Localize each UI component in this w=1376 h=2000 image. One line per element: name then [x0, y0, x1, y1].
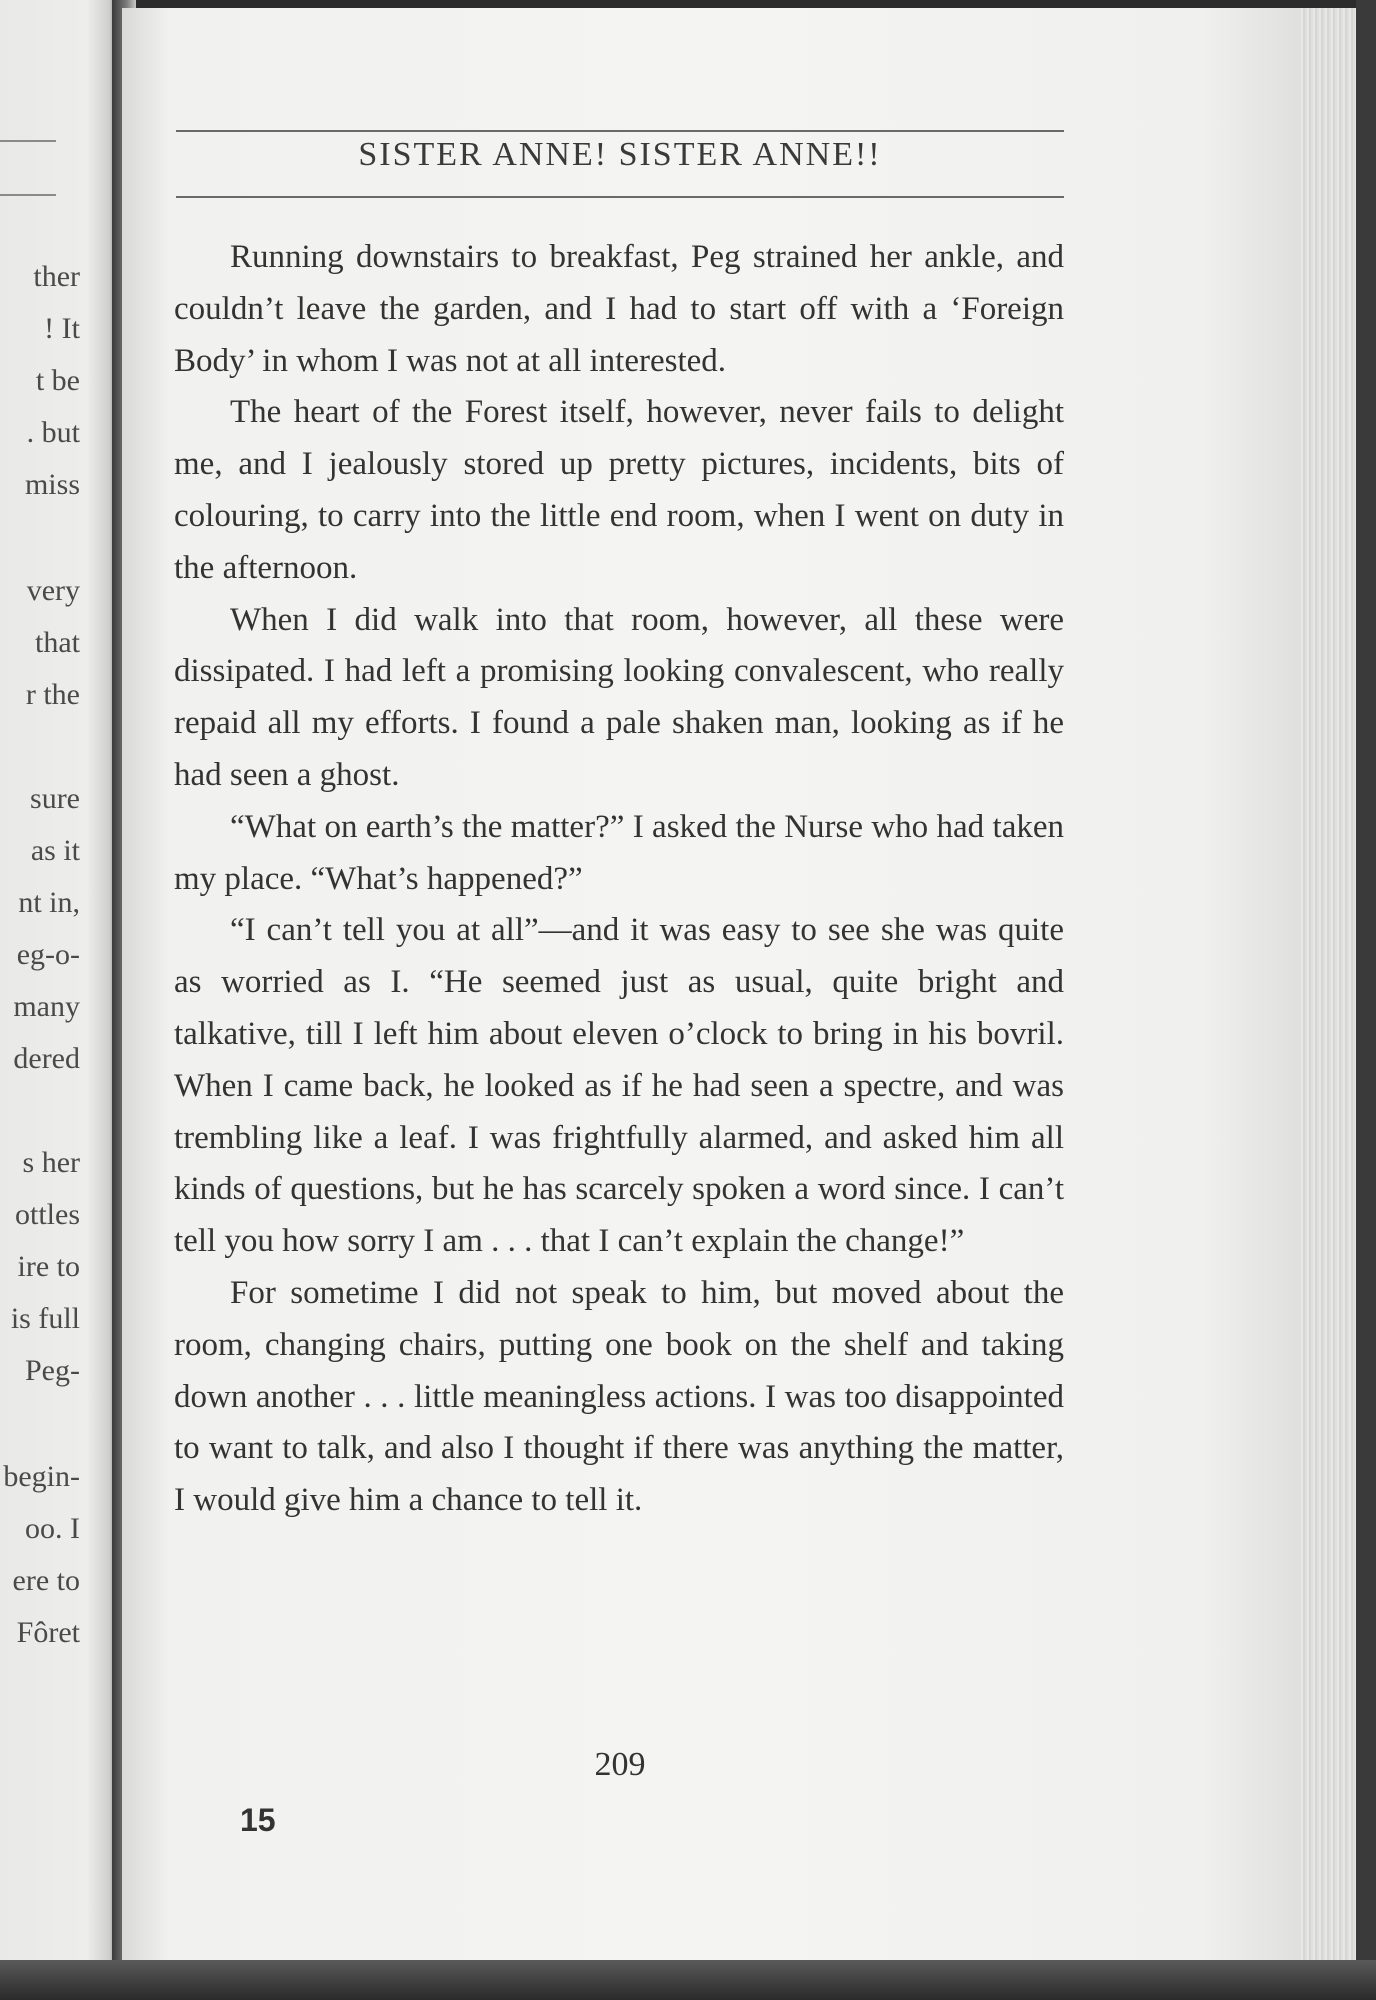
header-rule-bottom	[176, 196, 1064, 198]
left-page-line: is full	[10, 1302, 80, 1335]
left-page-line: that	[35, 626, 80, 659]
left-page-line: . but	[26, 416, 80, 449]
left-page-line: ottles	[15, 1198, 80, 1231]
body-text	[174, 232, 1064, 1527]
signature-mark: 15	[240, 1802, 276, 1838]
left-page-line: sure	[30, 782, 80, 815]
running-head: SISTER ANNE! SISTER ANNE!!	[358, 136, 882, 173]
left-page-line: many	[13, 990, 80, 1023]
left-page-line: begin-	[3, 1460, 80, 1493]
left-page-line: Peg-	[25, 1354, 80, 1387]
edge-shadow	[1356, 0, 1376, 2000]
bottom-shadow	[0, 1960, 1376, 2000]
paragraph: Running downstairs to breakfast, Peg strained her ankle, and couldn’t leave the garden, and I had to start off with a ‘Foreign Body’ in whom I was not at all interested.	[174, 239, 1064, 379]
header-rule-top	[176, 130, 1064, 132]
left-page-line: dered	[13, 1042, 80, 1075]
left-page-rule	[0, 194, 56, 196]
left-page-rule	[0, 140, 56, 142]
left-page-line: s her	[22, 1146, 80, 1179]
left-page-line: ere to	[12, 1564, 80, 1597]
left-page-line: eg-o-	[16, 938, 80, 971]
left-page-line: ire to	[17, 1250, 80, 1283]
left-page-line: oo. I	[25, 1512, 80, 1545]
paragraph: The heart of the Forest itself, however, never fails to delight me, and I jealously stored up pretty pictures, incidents, bits of colouring, to carry into the little end room, when I went on duty in the afternoon.	[174, 394, 1064, 586]
left-page-line: as it	[30, 834, 80, 867]
left-page-line: r the	[25, 678, 80, 711]
left-page-line: very	[26, 574, 80, 607]
left-page-line: ! It	[44, 312, 80, 345]
paragraph: “What on earth’s the matter?” I asked the Nurse who had taken my place. “What’s happened?”	[174, 808, 1064, 897]
left-page-line: nt in,	[18, 886, 80, 919]
page-edges	[1300, 8, 1360, 1968]
left-page-line: ther	[33, 260, 80, 293]
left-page-line: t be	[35, 364, 80, 397]
left-facing-page	[0, 0, 124, 1960]
paragraph: When I did walk into that room, however, all these were dissipated. I had left a promising looking convalescent, who really repaid all my efforts. I found a pale shaken man, looking as if he had seen a ghost.	[174, 601, 1064, 793]
paragraph: For sometime I did not speak to him, but moved about the room, changing chairs, putting one book on the shelf and taking down another . . . little meaningless actions. I was too disappointed to want to talk, and also I thought if there was anything the matter, I would give him a chance to tell it.	[174, 1274, 1064, 1519]
paragraph: “I can’t tell you at all”—and it was easy to see she was quite as worried as I. “He seemed just as usual, quite bright and talkative, till I left him about eleven o’clock to bring in his bovril. When I came back, he looked as if he had seen a spectre, and was trembling like a leaf. I was frightfully alarmed, and asked him all kinds of questions, but he has scarcely spoken a word since. I can’t tell you how sorry I am . . . that I can’t explain the change!”	[174, 912, 1064, 1260]
left-page-line: miss	[24, 468, 80, 501]
page-number: 209	[594, 1746, 646, 1783]
left-page-line: Fôret	[16, 1616, 80, 1649]
